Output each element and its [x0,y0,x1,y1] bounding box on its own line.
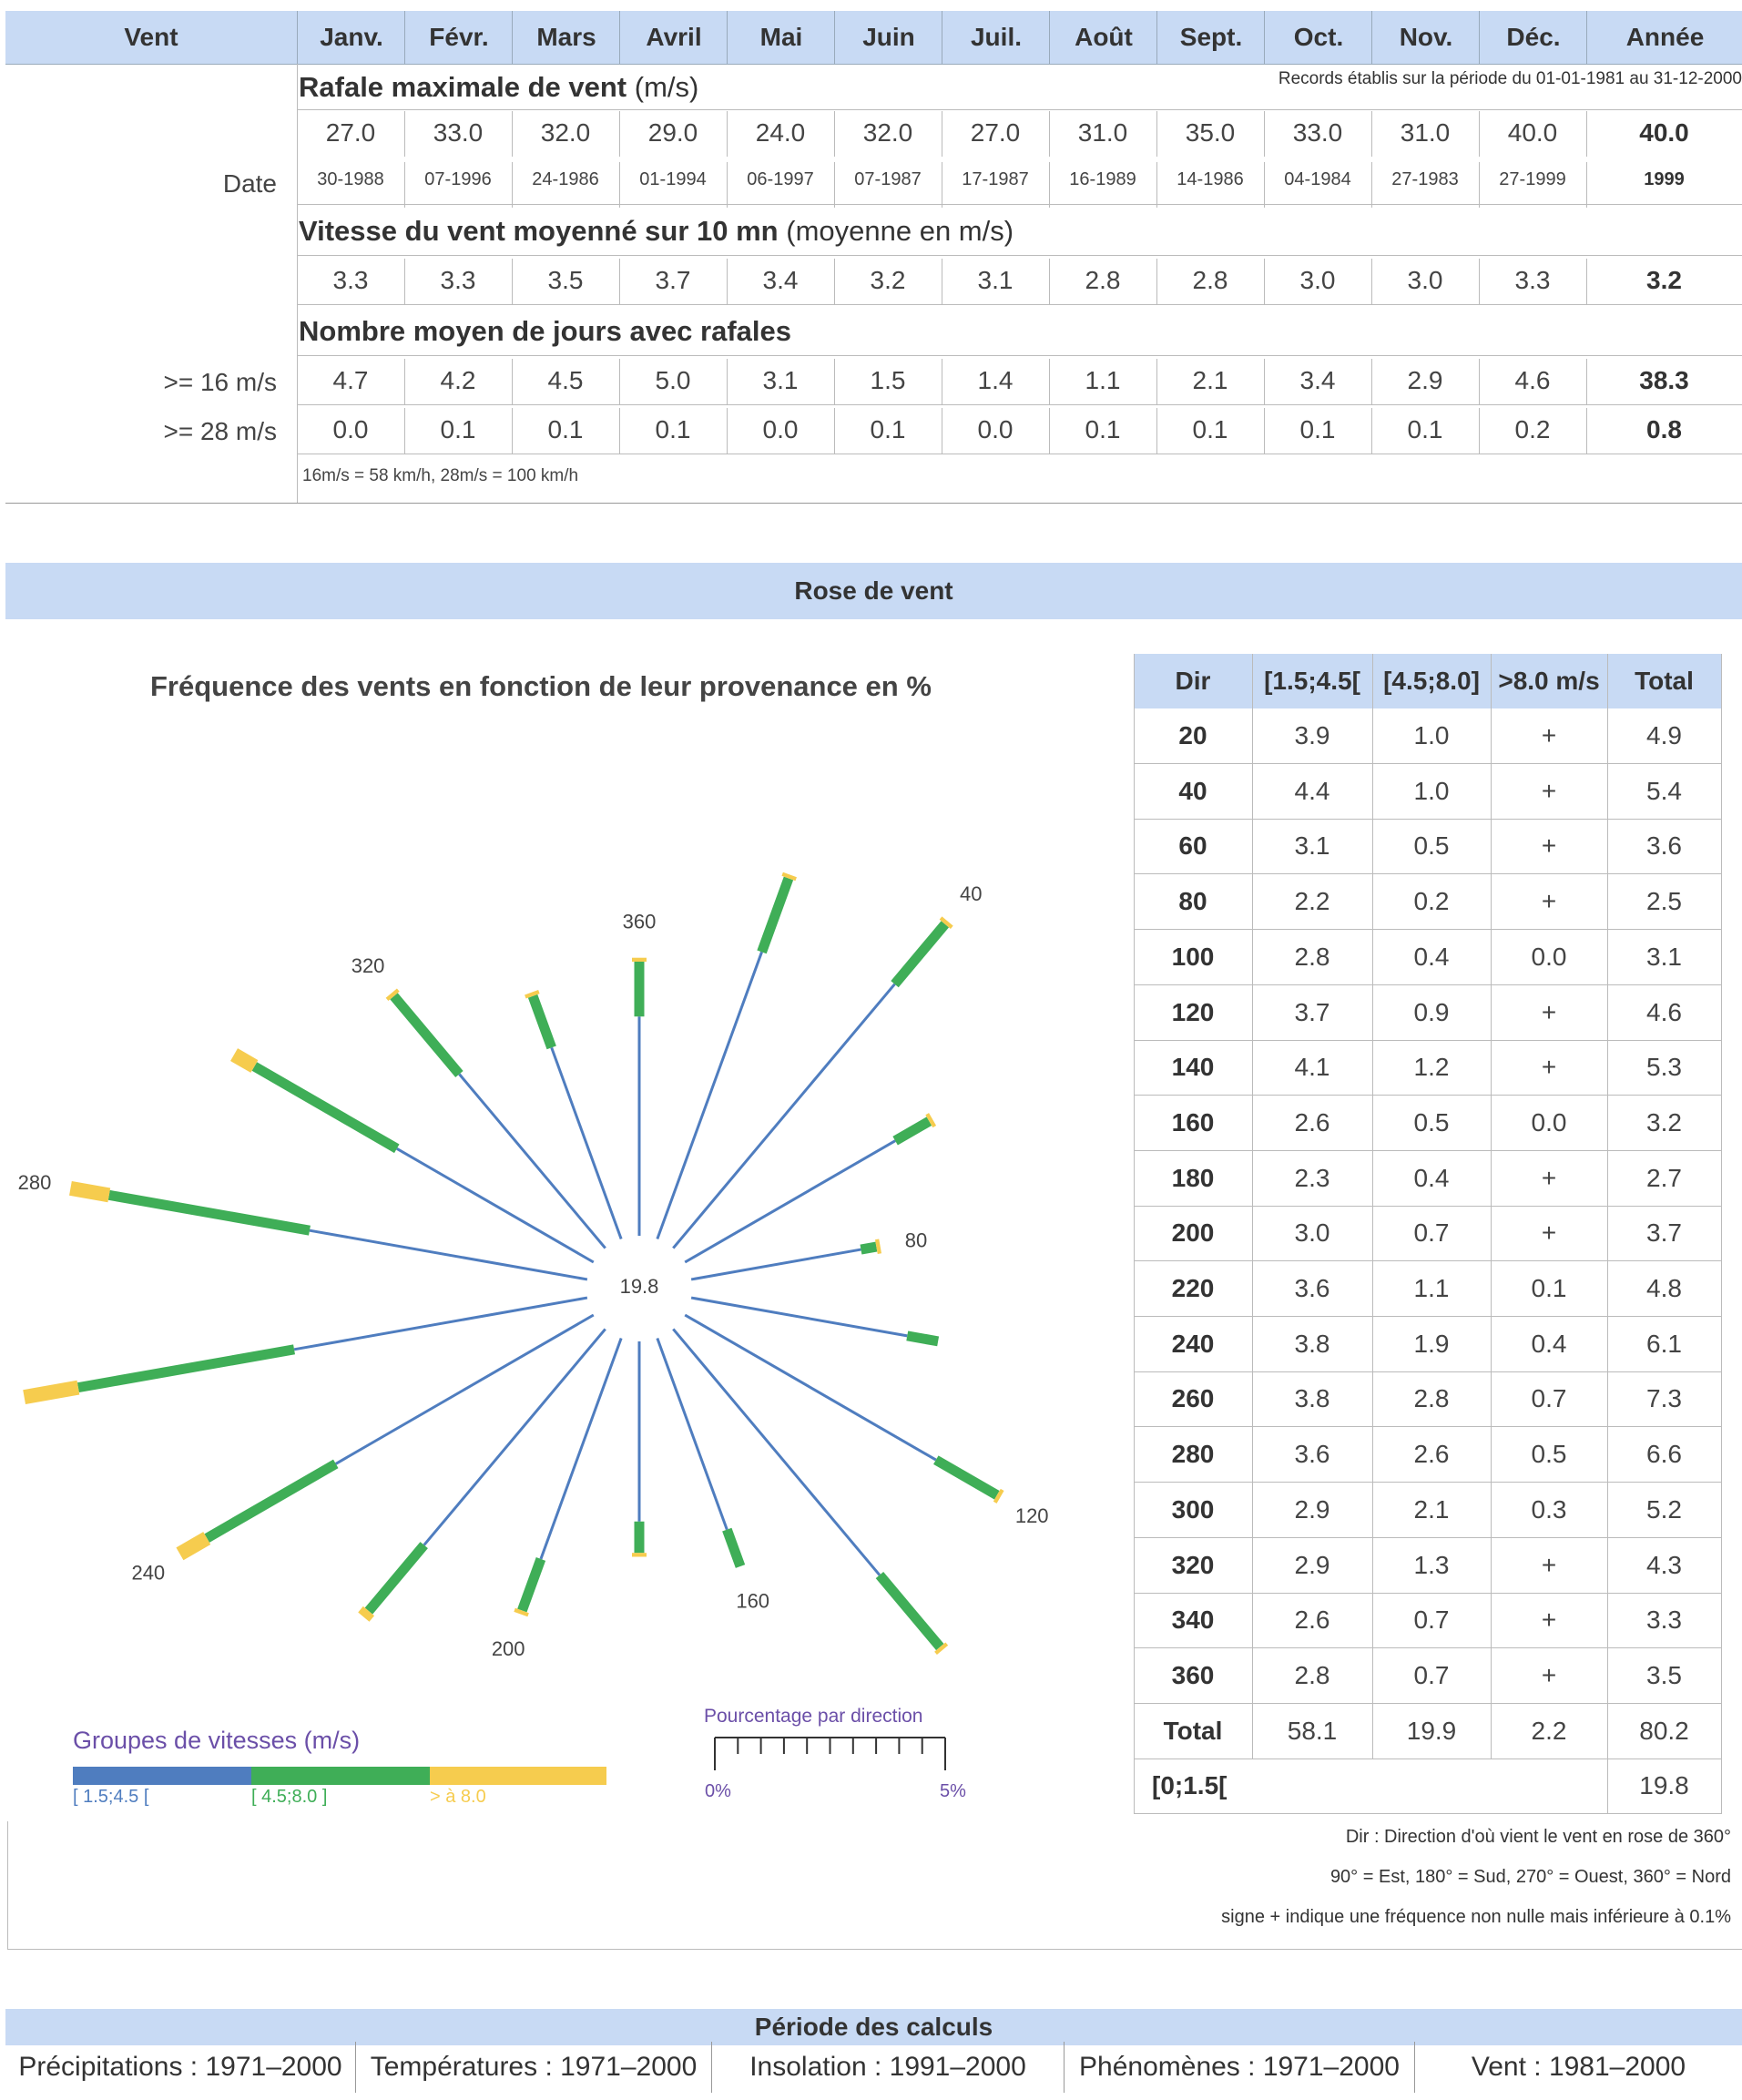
month-value-cell: 2.8 [1192,266,1228,294]
dir-value-cell: 5.4 [1646,776,1682,805]
rose-left-border [7,1821,8,1949]
rose-segment-20-0 [657,952,762,1239]
rose-segment-260-1 [78,1350,294,1388]
month-value-cell: 0.1 [1407,415,1443,443]
header-year: Année [1586,11,1742,64]
month-value-cell: 27-1999 [1499,169,1566,189]
rose-segment-80-2 [876,1246,880,1247]
month-value-cell: 3.3 [1514,266,1551,294]
dir-value-cell: 0.7 [1413,1218,1450,1248]
rose-segment-80-0 [691,1249,861,1279]
legend-label-mid: [ 4.5;8.0 ] [251,1787,328,1807]
dir-value-cell: 3.3 [1646,1606,1682,1635]
rose-segment-140-0 [673,1329,880,1575]
dir-value-cell: 0.4 [1413,942,1450,971]
year-value-cell: 3.2 [1646,266,1682,294]
row-divider [297,355,1742,356]
month-value-cell: 1.4 [977,366,1014,394]
header-month: Oct. [1264,11,1372,64]
dir-table-header: Total [1607,654,1721,708]
rose-segment-220-1 [369,1545,424,1611]
rose-segment-160-1 [727,1530,740,1566]
period-insolation: Insolation : 1991–2000 [712,2042,1065,2093]
dir-value-cell: 2.5 [1646,887,1682,916]
month-value-cell: 40.0 [1507,118,1558,147]
legend-label-low: [ 1.5;4.5 [ [73,1787,149,1807]
month-value-cell: 4.2 [440,366,476,394]
row-divider [297,404,1742,405]
rose-segment-120-2 [997,1495,1001,1497]
dir-value-cell: + [1541,1053,1557,1082]
dir-value-cell: 4.9 [1646,721,1682,749]
legend-swatch-low [73,1767,251,1785]
rose-direction-label: 120 [1014,1504,1049,1527]
dir-label-cell: 60 [1178,831,1207,861]
rose-segment-260-0 [294,1298,587,1350]
scale-title: Pourcentage par direction [704,1706,923,1727]
month-value-cell: 31.0 [1077,118,1128,147]
scale-min: 0% [705,1781,731,1801]
year-value-cell: 0.8 [1646,415,1682,443]
dir-value-cell: 4.1 [1294,1053,1330,1082]
dir-value-cell: 3.2 [1646,1107,1682,1137]
dir-value-cell: 4.3 [1646,1550,1682,1579]
period-vent: Vent : 1981–2000 [1471,2052,1686,2082]
dir-table-header: [1.5;4.5[ [1252,654,1372,708]
rose-direction-label: 40 [960,882,983,905]
dir-value-cell: 0.7 [1413,1606,1450,1635]
dir-value-cell: 3.6 [1294,1274,1330,1302]
dir-value-cell: 2.8 [1413,1384,1450,1413]
legend-label-high: > à 8.0 [430,1787,486,1807]
header-month: Sept. [1156,11,1265,64]
dir-value-cell: 3.8 [1294,1384,1330,1413]
rose-segment-60-2 [929,1119,932,1121]
rose-direction-label: 80 [904,1228,928,1252]
dir-value-cell: 2.6 [1294,1606,1330,1635]
dir-value-cell: 19.8 [1639,1771,1689,1800]
dir-value-cell: 2.8 [1294,1660,1330,1689]
month-value-cell: 3.1 [762,366,799,394]
rose-segment-340-1 [533,996,552,1048]
month-value-cell: 1.1 [1085,366,1121,394]
dir-col-divider [1491,654,1492,1758]
month-value-cell: 0.1 [440,415,476,443]
header-month: Nov. [1371,11,1480,64]
dir-label-cell: 100 [1171,942,1215,971]
dir-value-cell: 2.1 [1413,1494,1450,1524]
month-value-cell: 4.7 [332,366,369,394]
legend-swatch-mid [251,1767,430,1785]
month-value-cell: 29.0 [647,118,698,147]
month-value-cell: 3.4 [1299,366,1336,394]
header-month: Déc. [1479,11,1587,64]
month-value-cell: 14-1986 [1177,169,1244,189]
calm-center-value: 19.8 [619,1275,659,1298]
header-month: Févr. [404,11,513,64]
row-divider [297,304,1742,305]
rose-segment-280-0 [310,1230,587,1279]
dir-label-cell: 340 [1171,1606,1215,1635]
dir-table-header: [4.5;8.0] [1372,654,1491,708]
note-direction: Dir : Direction d'où vient le vent en rose de 360° [1345,1827,1731,1847]
rose-segment-20-2 [789,874,790,878]
rose-segment-40-2 [945,922,948,924]
dir-value-cell: + [1541,1163,1557,1192]
rose-segment-240-2 [179,1538,207,1554]
rose-segment-220-2 [363,1611,369,1617]
dir-value-cell: 2.9 [1294,1550,1330,1579]
month-value-cell: 0.1 [655,415,691,443]
month-value-cell: 0.1 [1192,415,1228,443]
dir-value-cell: 0.7 [1531,1384,1567,1413]
dir-value-cell: 3.8 [1294,1329,1330,1358]
dir-value-cell: 0.7 [1413,1660,1450,1689]
note-plus-sign: signe + indique une fréquence non nulle mais inférieure à 0.1% [1221,1907,1731,1927]
rose-segment-140-1 [880,1575,940,1647]
dir-label-cell: 260 [1171,1384,1215,1413]
dir-label-cell: 140 [1171,1053,1215,1082]
dir-value-cell: 1.2 [1413,1053,1450,1082]
header-month: Juin [834,11,942,64]
dir-value-cell: 0.9 [1413,997,1450,1026]
month-value-cell: 30-1988 [317,169,384,189]
dir-value-cell: + [1541,1606,1557,1635]
month-value-cell: 17-1987 [962,169,1029,189]
month-value-cell: 0.0 [977,415,1014,443]
dir-value-cell: 7.3 [1646,1384,1682,1413]
dir-value-cell: + [1541,887,1557,916]
dir-value-cell: 4.8 [1646,1274,1682,1302]
dir-label-cell: 180 [1171,1163,1215,1192]
dir-value-cell: 6.1 [1646,1329,1682,1358]
dir-value-cell: 0.4 [1531,1329,1567,1358]
dir-value-cell: 6.6 [1646,1440,1682,1469]
month-value-cell: 3.2 [870,266,906,294]
dir-label-cell: 240 [1171,1329,1215,1358]
month-value-cell: 2.8 [1085,266,1121,294]
row-divider [297,109,1742,110]
dir-value-cell: 3.7 [1646,1218,1682,1248]
month-value-cell: 0.0 [762,415,799,443]
dir-value-cell: 0.0 [1531,1107,1567,1137]
month-value-cell: 16-1989 [1069,169,1136,189]
legend-swatch-high [430,1767,606,1785]
dir-col-divider [1372,654,1373,1758]
month-value-cell: 27.0 [325,118,376,147]
dir-table-header: >8.0 m/s [1491,654,1607,708]
dir-value-cell: 3.6 [1646,831,1682,861]
dir-value-cell: + [1541,1660,1557,1689]
month-value-cell: 2.1 [1192,366,1228,394]
month-value-cell: 4.5 [547,366,584,394]
month-value-cell: 3.0 [1407,266,1443,294]
month-value-cell: 3.0 [1299,266,1336,294]
rose-chart-title: Fréquence des vents en fonction de leur provenance en % [150,670,932,702]
rose-segment-100-1 [907,1336,938,1341]
header-month: Juil. [942,11,1050,64]
month-value-cell: 27.0 [970,118,1021,147]
dir-label-cell: 80 [1178,887,1207,916]
month-value-cell: 07-1996 [424,169,492,189]
gust-days-label-28: >= 28 m/s [163,417,277,445]
rose-segment-280-2 [70,1188,108,1195]
dir-value-cell: + [1541,776,1557,805]
dir-table-header: Dir [1134,654,1252,708]
gust-section-title [299,71,698,104]
rose-segment-100-0 [691,1298,907,1336]
mean-speed-unit: (moyenne en m/s) [786,215,1014,247]
month-value-cell: 07-1987 [854,169,922,189]
dir-value-cell: 2.2 [1294,887,1330,916]
rose-direction-label: 360 [622,910,657,933]
period-precipitations: Précipitations : 1971–2000 [5,2042,356,2093]
dir-value-cell: 0.5 [1413,831,1450,861]
month-value-cell: 27-1983 [1391,169,1459,189]
dir-value-cell: + [1541,997,1557,1026]
month-value-cell: 3.7 [655,266,691,294]
rose-segment-300-2 [234,1055,254,1066]
dir-value-cell: + [1541,831,1557,861]
dir-col-divider [1721,654,1722,1814]
dir-value-cell: 0.5 [1413,1107,1450,1137]
month-value-cell: 32.0 [540,118,591,147]
dir-value-cell: + [1541,1550,1557,1579]
month-value-cell: 32.0 [862,118,913,147]
month-value-cell: 1.5 [870,366,906,394]
month-value-cell: 0.1 [547,415,584,443]
scale-ruler [710,1734,956,1779]
period-temperatures: Températures : 1971–2000 [356,2042,712,2093]
row-divider [297,255,1742,256]
year-value-cell: 40.0 [1639,118,1689,147]
rose-direction-label: 320 [351,953,385,977]
mean-speed-title: Vitesse du vent moyenné sur 10 mn [299,215,779,247]
month-value-cell: 2.9 [1407,366,1443,394]
dir-value-cell: 2.9 [1294,1494,1330,1524]
dir-label-cell: 300 [1171,1494,1215,1524]
dir-label-cell: 20 [1178,721,1207,749]
header-month: Janv. [297,11,405,64]
month-value-cell: 0.1 [870,415,906,443]
month-value-cell: 0.2 [1514,415,1551,443]
records-note: Records établis sur la période du 01-01-1981 au 31-12-2000 [1278,69,1742,88]
rose-segment-60-1 [895,1121,929,1141]
month-value-cell: 24.0 [755,118,806,147]
dir-label-cell: 220 [1171,1274,1215,1302]
year-value-cell: 1999 [1644,169,1685,189]
wind-table-header [5,11,1742,65]
rose-segment-340-0 [552,1047,621,1239]
rose-direction-label: 280 [17,1170,52,1194]
month-value-cell: 33.0 [1292,118,1343,147]
month-value-cell: 0.0 [332,415,369,443]
dir-value-cell: 3.1 [1294,831,1330,861]
dir-col-divider [1607,654,1608,1814]
rose-segment-280-1 [109,1195,310,1230]
month-value-cell: 33.0 [433,118,484,147]
dir-value-cell: 4.4 [1294,776,1330,805]
month-value-cell: 04-1984 [1284,169,1351,189]
year-value-cell: 38.3 [1639,366,1689,394]
month-value-cell: 06-1997 [747,169,814,189]
rose-direction-label: 200 [491,1637,525,1661]
month-value-cell: 3.5 [547,266,584,294]
legend-title: Groupes de vitesses (m/s) [73,1727,361,1754]
month-value-cell: 0.1 [1085,415,1121,443]
scale-max: 5% [940,1781,966,1801]
gust-unit: (m/s) [634,71,699,103]
rose-segment-20-1 [762,879,789,953]
month-value-cell: 01-1994 [639,169,707,189]
rose-band-title: Rose de vent [5,563,1742,619]
gust-days-label-16: >= 16 m/s [163,368,277,396]
mean-speed-section-title [299,215,1014,248]
dir-value-cell: 3.6 [1294,1440,1330,1469]
wind-table [5,11,1742,503]
month-value-cell: 35.0 [1185,118,1236,147]
table-bottom-border [5,503,1742,504]
dir-label-cell: 280 [1171,1440,1215,1469]
header-month: Mars [512,11,620,64]
dir-value-cell: 58.1 [1287,1716,1338,1745]
dir-value-cell: 2.6 [1294,1107,1330,1137]
gust-footnote: 16m/s = 58 km/h, 28m/s = 100 km/h [302,466,579,485]
dir-value-cell: 1.3 [1413,1550,1450,1579]
rose-segment-80-1 [861,1247,876,1249]
dir-label-cell: 160 [1171,1107,1215,1137]
dir-value-cell: 0.2 [1413,887,1450,916]
month-value-cell: 3.1 [977,266,1014,294]
dir-value-cell: 1.0 [1413,721,1450,749]
header-month: Mai [727,11,835,64]
dir-value-cell: 4.6 [1646,997,1682,1026]
dir-value-cell: 0.4 [1413,1163,1450,1192]
header-vent: Vent [124,23,178,51]
rose-direction-label: 240 [131,1561,166,1585]
rose-segment-320-0 [459,1075,605,1249]
dir-label-cell: 40 [1178,776,1207,805]
month-value-cell: 5.0 [655,366,691,394]
rose-segment-40-1 [895,924,945,984]
dir-value-cell: 2.6 [1413,1440,1450,1469]
dir-value-cell: 80.2 [1639,1716,1689,1745]
dir-value-cell: 3.1 [1646,942,1682,971]
rose-segment-200-2 [521,1611,522,1615]
gust-date-label: Date [222,169,277,198]
period-band-title: Période des calculs [5,2009,1742,2045]
dir-value-cell: 0.1 [1531,1274,1567,1302]
rose-segment-40-0 [673,984,894,1249]
gust-days-title: Nombre moyen de jours avec rafales [299,315,792,347]
header-month: Avril [619,11,728,64]
month-value-cell: 3.4 [762,266,799,294]
dir-value-cell: 1.1 [1413,1274,1450,1302]
rose-segment-200-1 [522,1559,541,1611]
dir-value-cell: + [1541,721,1557,749]
dir-value-cell: + [1541,1218,1557,1248]
dir-value-cell: 0.3 [1531,1494,1567,1524]
month-value-cell: 3.3 [440,266,476,294]
rose-segment-160-0 [657,1339,727,1530]
rose-segment-300-0 [397,1148,594,1262]
rose-segment-260-2 [25,1388,78,1397]
dir-label-cell: 120 [1171,997,1215,1026]
dir-row-divider [1134,1813,1721,1814]
rose-segment-240-1 [207,1463,336,1538]
dir-value-cell: 3.9 [1294,721,1330,749]
dir-value-cell: 1.0 [1413,776,1450,805]
dir-value-cell: 5.2 [1646,1494,1682,1524]
dir-col-divider [1134,654,1135,1814]
gust-title: Rafale maximale de vent [299,71,627,103]
rose-direction-label: 160 [736,1589,770,1613]
dir-label-cell: [0;1.5[ [1152,1771,1228,1800]
dir-value-cell: 2.2 [1531,1716,1567,1745]
dir-value-cell: 2.8 [1294,942,1330,971]
dir-label-cell: Total [1163,1716,1223,1745]
dir-value-cell: 0.5 [1531,1440,1567,1469]
rose-segment-320-2 [392,994,394,996]
dir-value-cell: 3.5 [1646,1660,1682,1689]
rose-segment-320-1 [394,996,460,1075]
dir-label-cell: 200 [1171,1218,1215,1248]
dir-value-cell: 3.7 [1294,997,1330,1026]
dir-value-cell: 2.7 [1646,1163,1682,1192]
header-month: Août [1049,11,1157,64]
rose-segment-140-2 [940,1647,942,1650]
month-value-cell: 0.1 [1299,415,1336,443]
dir-value-cell: 2.3 [1294,1163,1330,1192]
dir-col-divider [1252,654,1253,1758]
dir-value-cell: 19.9 [1406,1716,1457,1745]
dir-label-cell: 360 [1171,1660,1215,1689]
period-phenomenes: Phénomènes : 1971–2000 [1065,2042,1415,2093]
row-divider [297,204,1742,205]
month-value-cell: 31.0 [1400,118,1451,147]
dir-value-cell: 3.0 [1294,1218,1330,1248]
note-cardinals: 90° = Est, 180° = Sud, 270° = Ouest, 360° = Nord [1329,1867,1731,1887]
dir-value-cell: 1.9 [1413,1329,1450,1358]
month-value-cell: 3.3 [332,266,369,294]
month-value-cell: 4.6 [1514,366,1551,394]
rose-bottom-border [7,1949,1742,1950]
month-value-cell: 24-1986 [532,169,599,189]
rose-segment-340-2 [532,993,533,996]
dir-value-cell: 0.0 [1531,942,1567,971]
rose-segment-200-0 [541,1339,621,1559]
rose-segment-300-1 [254,1066,396,1148]
dir-label-cell: 320 [1171,1550,1215,1579]
dir-value-cell: 5.3 [1646,1053,1682,1082]
rose-segment-120-1 [936,1460,997,1495]
